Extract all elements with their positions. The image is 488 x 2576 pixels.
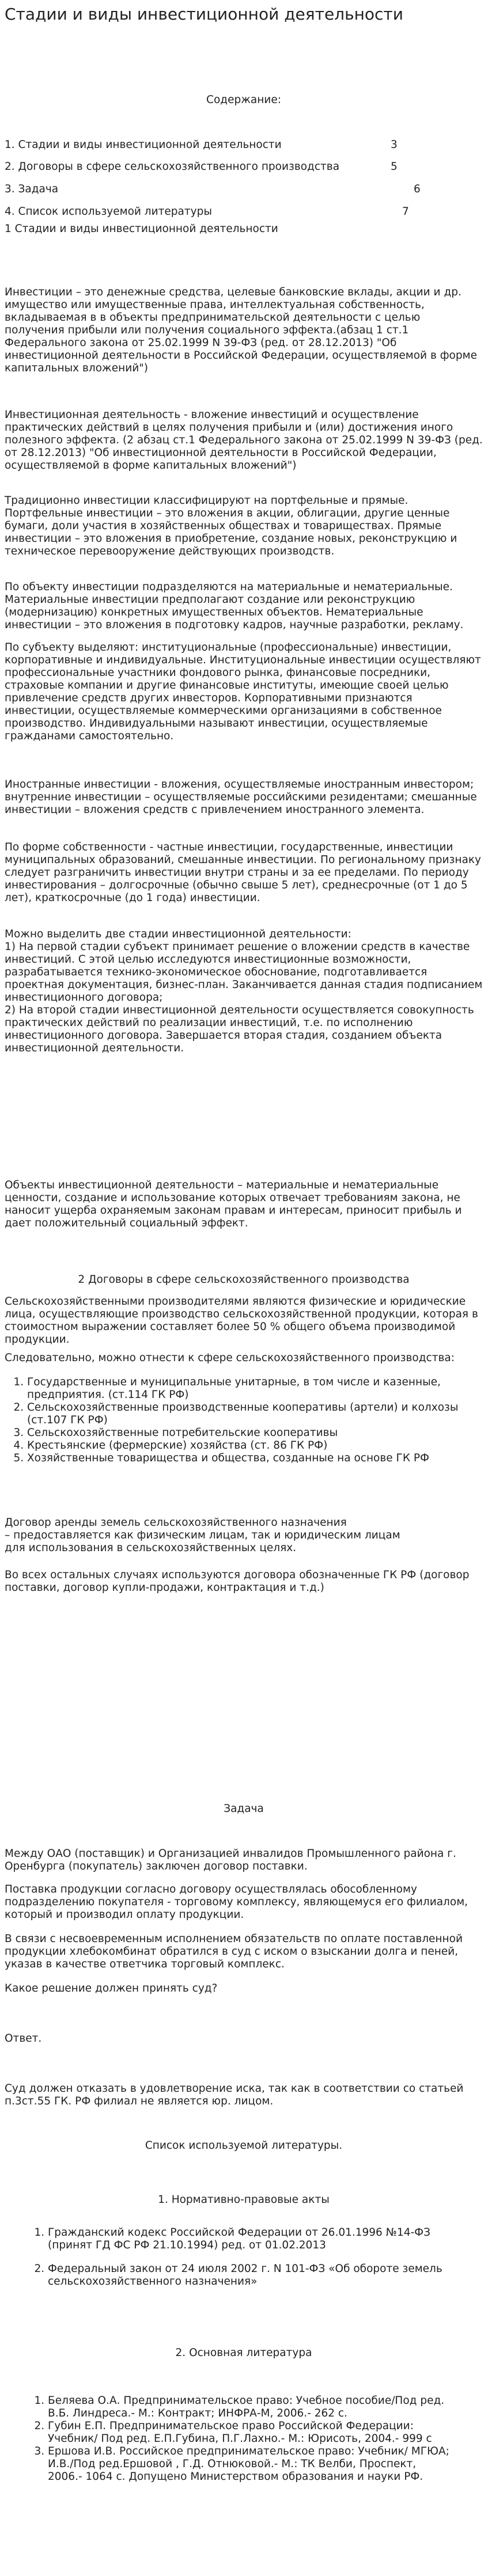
paragraph: Во всех остальных случаях используются договора обозначенные ГК РФ (договор поставки, договор купли-продажи, контрактация и т.д.) — [5, 1569, 470, 1594]
toc-item-page: 6 — [414, 183, 421, 195]
toc-item-label: 1. Стадии и виды инвестиционной деятельности — [5, 139, 282, 151]
toc-item-page: 5 — [391, 161, 398, 173]
toc-item-label: 2. Договоры в сфере сельскохозяйственного производства — [5, 161, 340, 173]
paragraph: По объекту инвестиции подразделяются на материальные и нематериальные. Материальные инвестиции предполагают создание или реконструкцию (модернизацию) конкретных имущественных объектов. Нематериальные инвестиции – это вложения в подготовку кадров, научные разработки, рекламу. — [5, 581, 464, 631]
toc-item-1[interactable] — [5, 139, 282, 151]
section-4-title: Список используемой литературы. — [145, 2140, 343, 2152]
toc-item-3[interactable] — [5, 183, 58, 196]
list-item: 1. Беляева О.А. Предпринимательское право: Учебное пособие/Под ред. В.Б. Линдреса.- М.: Контракт; ИНФРА-М, 2006.- 262 с. — [48, 2395, 451, 2420]
answer-label: Ответ. — [5, 2032, 42, 2045]
toc-item-2[interactable] — [5, 161, 339, 173]
paragraph: Между ОАО (поставщик) и Организацией инвалидов Промышленного района г. Оренбурга (покупатель) заключен договор поставки. — [5, 1848, 456, 1872]
list-item: 1. Государственные и муниципальные унитарные, в том числе и казенные, предприятия. (ст.114 ГК РФ) — [27, 1376, 476, 1401]
paragraph: Иностранные инвестиции - вложения, осуществляемые иностранным инвестором; внутренние инвестиции – осуществляемые российскими резидентами; смешанные инвестиции – вложения средств с привлечением иностранного элемента. — [5, 778, 477, 816]
list-item: 1. Гражданский кодекс Российской Федерации от 26.01.1996 №14-ФЗ (принят ГД ФС РФ 21.10.1994) ред. от 01.02.2013 — [48, 2227, 451, 2252]
paragraph: Инвестиционная деятельность - вложение инвестиций и осуществление практических действий в целях получения прибыли и (или) достижения иного полезного эффекта. (2 абзац ст.1 Федерального закона от 25.02.1999 N 39-ФЗ (ред. от 28.12.2013) "Об инвестиционной деятельности в Российской Федерации, осуществляемой в форме капитальных вложений") — [5, 409, 483, 472]
list-item: 3. Сельскохозяйственные потребительские кооперативы — [27, 1427, 476, 1439]
answer-text: Суд должен отказать в удовлетворение иска, так как в соответствии со статьей п.3ст.55 ГК. РФ филиал не является юр. лицом. — [5, 2083, 464, 2107]
literature-subheading-2: 2. Основная литература — [175, 2347, 312, 2359]
list-item: 5. Хозяйственные товарищества и общества, созданные на основе ГК РФ — [27, 1452, 476, 1465]
investment-stages: Можно выделить две стадии инвестиционной деятельности: 1) На первой стадии субъект принимает решение о вложении средств в качестве инвестиций. С этой целью исследуются инвестиционные возможности, разрабатывается технико-экономическое обоснование, подготавливается проектная документация, бизнес-план. Заканчивается данная стадия подписанием инвестиционного договора; 2) На второй стадии инвестиционной деятельности осуществляется совокупность практических действий по реализации инвестиций, т.е. по исполнению инвестиционного договора. Завершается вторая стадия, созданием объекта инвестиционной деятельности. — [5, 928, 483, 1054]
legal-acts-list — [48, 2227, 451, 2288]
paragraph: Следовательно, можно отнести к сфере сельскохозяйственного производства: — [5, 1352, 455, 1364]
question: Какое решение должен принять суд? — [5, 1982, 218, 1994]
paragraph: По субъекту выделяют: институциональные (профессиональные) инвестиции, корпоративные и индивидуальные. Институциональные инвестиции осуществляют профессиональные участники фондового рынка, финансовые посредники, страховые компании и другие финансовые институты, имеющие своей целью привлечение средств других инвесторов. Корпоративными признаются инвестиции, осуществляемые коммерческими организациями в собственное производство. Индивидуальными называют инвестиции, осуществляемые гражданами самостоятельно. — [5, 641, 481, 742]
toc-item-page: 3 — [391, 139, 398, 151]
section-3-title: Задача — [224, 1803, 264, 1815]
main-literature-list — [48, 2395, 451, 2483]
section-2-title: 2 Договоры в сфере сельскохозяйственного производства — [78, 1274, 410, 1286]
toc-heading: Содержание: — [206, 94, 281, 106]
section-1-title: 1 Стадии и виды инвестиционной деятельности — [5, 223, 278, 235]
paragraph: В связи с несвоевременным исполнением обязательств по оплате поставленной продукции хлебокомбинат обратился в суд с иском о взыскании долга и пеней, указав в качестве ответчика торговый комплекс. — [5, 1933, 463, 1970]
land-lease-paragraph: Договор аренды земель сельскохозяйственного назначения – предоставляется как физическим лицам, так и юридическим лицам для использования в сельскохозяйственных целях. — [5, 1517, 400, 1554]
toc-item-page: 7 — [402, 206, 409, 218]
paragraph: Традиционно инвестиции классифицируют на портфельные и прямые. Портфельные инвестиции – это вложения в акции, облигации, другие ценные бумаги, доли участия в хозяйственных обществах и товариществах. Прямые инвестиции – это вложения в приобретение, создание новых, реконструкцию и техническое перевооружение действующих производств. — [5, 495, 457, 557]
toc-item-label: 3. Задача — [5, 183, 59, 195]
list-item: 2. Губин Е.П. Предпринимательское право Российской Федерации: Учебник/ Под ред. Е.П.Губина, П.Г.Лахно.- М.: Юрисоть, 2004.- 999 с — [48, 2420, 451, 2445]
list-item: 2. Сельскохозяйственные производственные кооперативы (артели) и колхозы (ст.107 ГК РФ) — [27, 1401, 476, 1427]
paragraph: Инвестиции – это денежные средства, целевые банковские вклады, акции и др. имущество или имущественные права, интеллектуальная собственность, вкладываемая в в объекты предпринимательской деятельности с целью получения прибыли или получения социального эффекта.(абзац 1 ст.1 Федерального закона от 25.02.1999 N 39-ФЗ (ред. от 28.12.2013) "Об инвестиционной деятельности в Российской Федерации, осуществляемой в форме капитальных вложений") — [5, 286, 477, 374]
paragraph: Поставка продукции согласно договору осуществлялась обособленному подразделению покупателя - торговому комплексу, являющемуся его филиалом, который и производил оплату продукции. — [5, 1883, 468, 1921]
document-title: Стадии и виды инвестиционной деятельности — [5, 5, 403, 24]
paragraph: Сельскохозяйственными производителями являются физические и юридические лица, осуществляющие производство сельскохозяйственной продукции, которая в стоимостном выражении составляет более 50 % общего объема производимой продукции. — [5, 1295, 478, 1346]
list-item: 2. Федеральный закон от 24 июля 2002 г. N 101-ФЗ «Об обороте земель сельскохозяйственного назначения» — [48, 2263, 451, 2288]
agri-producers-list — [27, 1376, 476, 1465]
toc-item-label: 4. Список используемой литературы — [5, 206, 212, 218]
literature-subheading-1: 1. Нормативно-правовые акты — [158, 2194, 330, 2206]
list-item: 3. Ершова И.В. Российское предпринимательское право: Учебник/ МГЮА; И.В./Под ред.Ершовой , Г.Д. Отнюковой.- М.: ТК Велби, Проспект, 2006.- 1064 с. Допущено Министерством образования и науки РФ. — [48, 2445, 451, 2483]
toc-item-4[interactable] — [5, 206, 212, 218]
list-item: 4. Крестьянские (фермерские) хозяйства (ст. 86 ГК РФ) — [27, 1439, 476, 1452]
paragraph: По форме собственности - частные инвестиции, государственные, инвестиции муниципальных образований, смешанные инвестиции. По региональному признаку следует разграничить инвестиции внутри страны и за ее пределами. По периоду инвестирования – долгосрочные (обычно свыше 5 лет), среднесрочные (от 1 до 5 лет), краткосрочные (до 1 года) инвестиции. — [5, 841, 481, 904]
paragraph: Объекты инвестиционной деятельности – материальные и нематериальные ценности, создание и использование которых отвечает требованиям закона, не наносит ущерба охраняемым законам правам и интересам, приносит прибыль и дает положительный социальный эффект. — [5, 1179, 462, 1229]
